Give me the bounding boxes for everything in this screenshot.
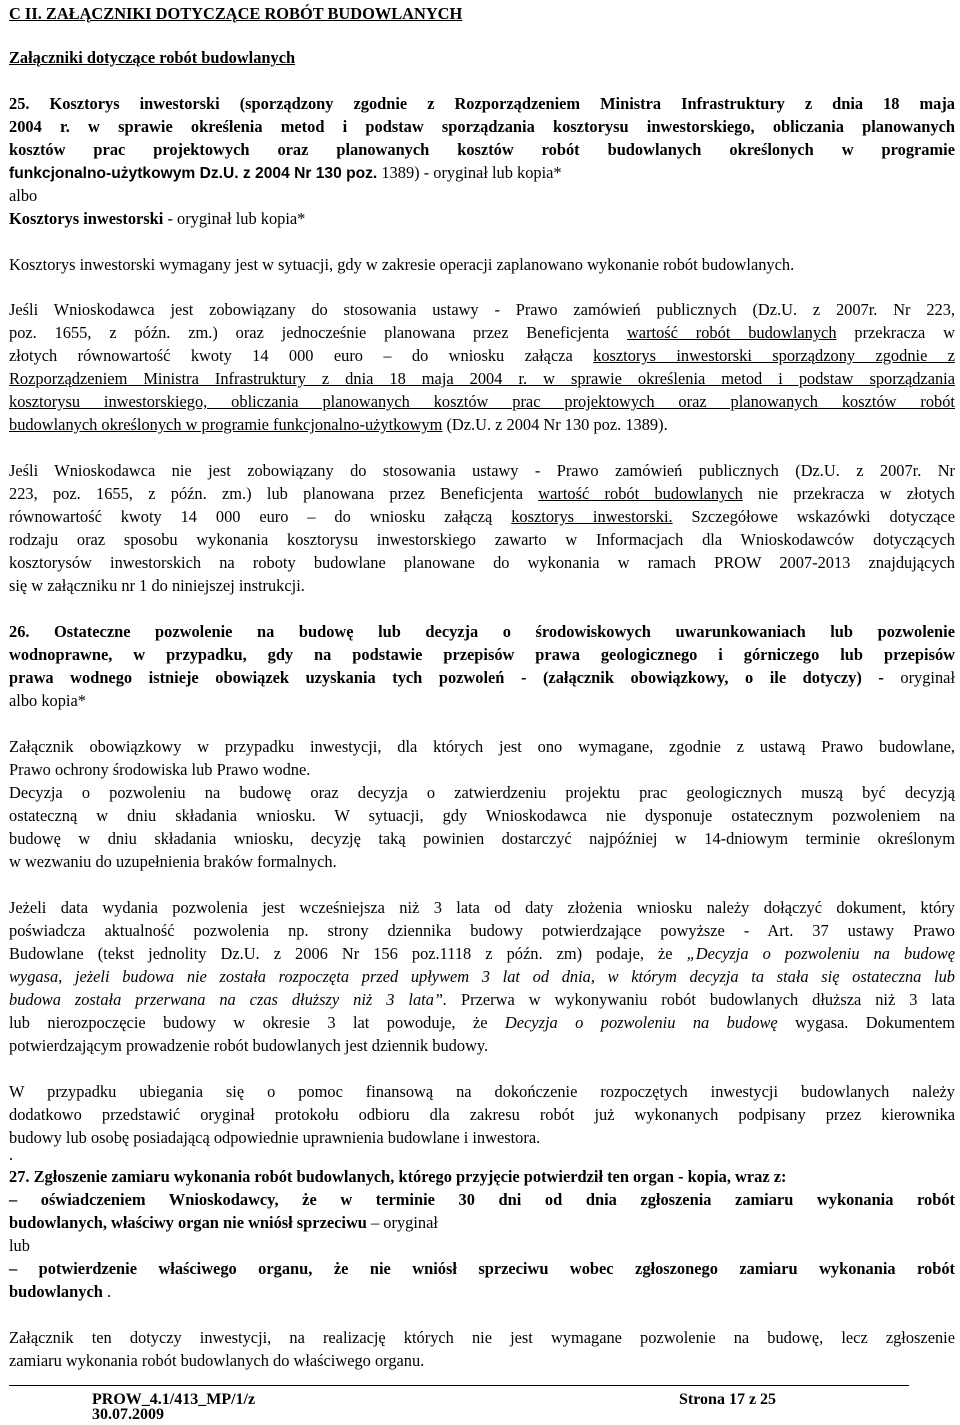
section-title: C II. ZAŁĄCZNIKI DOTYCZĄCE ROBÓT BUDOWLANYCH <box>9 4 463 23</box>
document-page <box>9 0 955 1425</box>
item26-heading-line4: albo kopia* <box>9 691 86 710</box>
item25-paragraph2-line3: złotych równowartość kwoty 14 000 euro – do wniosku załącza kosztorys inwestorski sporządzony zgodnie z <box>9 346 955 365</box>
albo-text: albo <box>9 186 38 205</box>
item25-paragraph1: Kosztorys inwestorski wymagany jest w sytuacji, gdy w zakresie operacji zaplanowano wykonanie robót budowlanych. <box>9 255 795 274</box>
item25-paragraph3-line2: 223, poz. 1655, z późn. zm.) lub planowana przez Beneficjenta wartość robót budowlanych nie przekracza w złotych <box>9 484 955 503</box>
item25-paragraph2-line4: Rozporządzeniem Ministra Infrastruktury z dnia 18 maja 2004 r. w sprawie określenia metod i podstaw sporządzania <box>9 369 955 388</box>
item25-heading-line3: kosztów prac projektowych oraz planowanych kosztów robót budowlanych określonych w programie <box>9 140 955 159</box>
item25-paragraph2-line2: poz. 1655, z późn. zm.) oraz jednocześnie planowana przez Beneficjenta wartość robót budowlanych przekracza w <box>9 323 955 342</box>
item26-paragraph2-line4: w wezwaniu do uzupełnienia braków formalnych. <box>9 852 337 871</box>
item27-heading-line2: – oświadczeniem Wnioskodawcy, że w terminie 30 dni od dnia zgłoszenia zamiaru wykonania robót <box>9 1190 955 1209</box>
item27-paragraph1-line2: zamiaru wykonania robót budowlanych do właściwego organu. <box>9 1351 425 1370</box>
item26-paragraph3-line7: potwierdzającym prowadzenie robót budowlanych jest dziennik budowy. <box>9 1036 489 1055</box>
item26-paragraph2-line2: ostateczną w dniu składania wniosku. W sytuacji, gdy Wnioskodawca nie dysponuje ostatecznym pozwoleniem na <box>9 806 955 825</box>
footer-page-number: Strona 17 z 25 <box>679 1391 777 1408</box>
item26-paragraph1-line1: Załącznik obowiązkowy w przypadku inwestycji, dla których jest ono wymagane, zgodnie z ustawą Prawo budowlane, <box>9 737 955 756</box>
item27-heading-line5: – potwierdzenie właściwego organu, że nie wniósł sprzeciwu wobec zgłoszonego zamiaru wykonania robót <box>9 1259 955 1278</box>
item25-paragraph3-line4: rodzaju oraz sposobu wykonania kosztorysu inwestorskiego zawarto w Informacjach dla Wnioskodawców dotyczących <box>9 530 955 549</box>
item25-heading-line1: 25. Kosztorys inwestorski (sporządzony zgodnie z Rozporządzeniem Ministra Infrastruktury z dnia 18 maja <box>9 94 955 113</box>
item26-paragraph2-line1: Decyzja o pozwoleniu na budowę oraz decyzja o zatwierdzeniu projektu prac geologicznych muszą być decyzją <box>9 783 955 802</box>
item26-paragraph4-line1: W przypadku ubiegania się o pomoc finansową na dokończenie rozpoczętych inwestycji budowlanych należy <box>9 1082 955 1101</box>
lub-text: lub <box>9 1236 30 1255</box>
stray-dot: . <box>9 1145 14 1164</box>
item26-paragraph3-line5: budowa została przerwana na czas dłuższy niż 3 lata”. Przerwa w wykonywaniu robót budowlanych dłuższa niż 3 lata <box>9 990 955 1009</box>
item25-heading-line4: funkcjonalno-użytkowym Dz.U. z 2004 Nr 130 poz. 1389) - oryginał lub kopia* <box>9 163 562 182</box>
item26-paragraph3-line3: Budowlane (tekst jednolity Dz.U. z 2006 Nr 156 poz.1118 z późn. zm) podaje, że „Decyzja o pozwoleniu na budowę <box>9 944 956 963</box>
item26-paragraph3-line1: Jeżeli data wydania pozwolenia jest wcześniejsza niż 3 lata od daty złożenia wniosku należy dołączyć dokument, który <box>9 898 955 917</box>
item26-paragraph3-line4: wygasa, jeżeli budowa nie została rozpoczęta przed upływem 3 lat od dnia, w którym decyzja ta stała się ostateczna lub <box>9 967 955 986</box>
item25-alternative: Kosztorys inwestorski - oryginał lub kopia* <box>9 209 306 228</box>
item26-heading-line3: prawa wodnego istnieje obowiązek uzyskania tych pozwoleń - (załącznik obowiązkowy, o ile dotyczy) - oryginał <box>9 668 955 687</box>
item25-paragraph3-line3: równowartość kwoty 14 000 euro – do wniosku załączą kosztorys inwestorski. Szczegółowe wskazówki dotyczące <box>9 507 955 526</box>
item27-heading-line6: budowlanych . <box>9 1282 112 1301</box>
item25-paragraph2-line6: budowlanych określonych w programie funkcjonalno-użytkowym (Dz.U. z 2004 Nr 130 poz. 1389). <box>9 415 668 434</box>
item26-paragraph4-line2: dodatkowo przedstawić oryginał protokołu odbioru dla zakresu robót już wykonanych podpisany przez kierownika <box>9 1105 955 1124</box>
item25-paragraph3-line6: się w załączniku nr 1 do niniejszej instrukcji. <box>9 576 305 595</box>
item25-paragraph2-line5: kosztorysu inwestorskiego, obliczania planowanych kosztów prac projektowych oraz planowanych kosztów robót <box>9 392 955 411</box>
footer-divider <box>9 1385 909 1386</box>
item27-heading-line1: 27. Zgłoszenie zamiaru wykonania robót budowlanych, którego przyjęcie potwierdził ten organ - kopia, wraz z: <box>9 1167 787 1186</box>
item27-heading-line3: budowlanych, właściwy organ nie wniósł sprzeciwu – oryginał <box>9 1213 438 1232</box>
item26-paragraph3-line2: poświadcza aktualność pozwolenia np. strony dziennika budowy potwierdzające powyższe - Art. 37 ustawy Prawo <box>9 921 955 940</box>
item26-heading-line1: 26. Ostateczne pozwolenie na budowę lub decyzja o środowiskowych uwarunkowaniach lub pozwolenie <box>9 622 955 641</box>
footer-date: 30.07.2009 <box>92 1406 164 1423</box>
item25-paragraph3-line1: Jeśli Wnioskodawca nie jest zobowiązany do stosowania ustawy - Prawo zamówień publicznych (Dz.U. z 2007r. Nr <box>9 461 955 480</box>
footer-doc-code: PROW_4.1/413_MP/1/z <box>92 1391 256 1408</box>
item25-paragraph2-line1: Jeśli Wnioskodawca jest zobowiązany do stosowania ustawy - Prawo zamówień publicznych (Dz.U. z 2007r. Nr 223, <box>9 300 955 319</box>
item27-paragraph1-line1: Załącznik ten dotyczy inwestycji, na realizację których nie jest wymagane pozwolenie na budowę, lecz zgłoszenie <box>9 1328 955 1347</box>
subsection-title: Załączniki dotyczące robót budowlanych <box>9 48 296 67</box>
item26-paragraph1-line2: Prawo ochrony środowiska lub Prawo wodne. <box>9 760 311 779</box>
item25-paragraph3-line5: kosztorysów inwestorskich na roboty budowlane planowane do wykonania w ramach PROW 2007-2013 znajdujących <box>9 553 955 572</box>
item26-paragraph2-line3: budowę w dniu składania wniosku, decyzję taką powinien dostarczyć najpóźniej w 14-dniowym terminie określonym <box>9 829 955 848</box>
item26-paragraph3-line6: lub nierozpoczęcie budowy w okresie 3 lat powoduje, że Decyzja o pozwoleniu na budowę wygasa. Dokumentem <box>9 1013 955 1032</box>
item26-heading-line2: wodnoprawne, w przypadku, gdy na podstawie przepisów prawa geologicznego i górniczego lub przepisów <box>9 645 955 664</box>
item26-paragraph4-line3: budowy lub osobę posiadającą odpowiednie uprawnienia budowlane i inwestora. <box>9 1128 541 1147</box>
item25-heading-line2: 2004 r. w sprawie określenia metod i podstaw sporządzania kosztorysu inwestorskiego, obliczania planowanych <box>9 117 955 136</box>
